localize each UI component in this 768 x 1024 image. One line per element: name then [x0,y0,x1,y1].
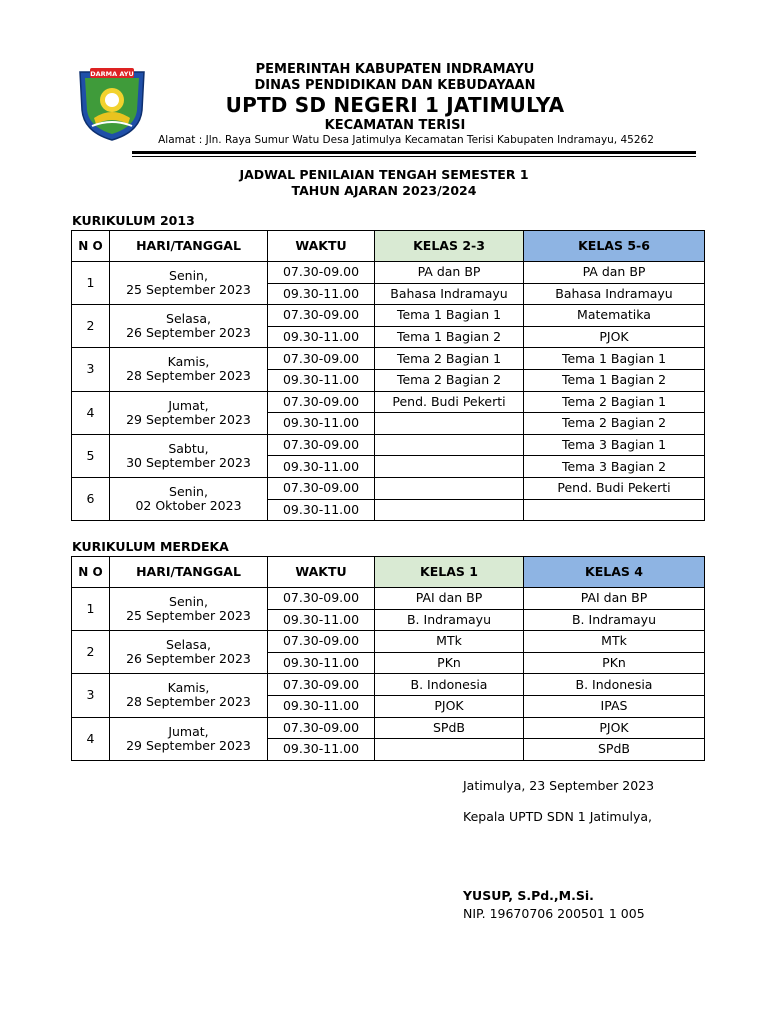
school-address: Alamat : Jln. Raya Sumur Watu Desa Jatimulya Kecamatan Terisi Kabupaten Indramayu, 45262 [158,134,654,146]
time-slot: 09.30-11.00 [268,695,375,717]
k13-section-label: KURIKULUM 2013 [72,213,195,228]
subject-class-b: B. Indramayu [524,609,705,631]
time-slot: 09.30-11.00 [268,609,375,631]
k13-schedule-table [71,230,705,521]
table-row [72,717,705,739]
subject-class-a: PKn [375,652,524,674]
exam-date: 28 September 2023 [126,368,251,384]
column-header-class-a: KELAS 1 [375,557,524,588]
subject-class-b: PJOK [524,326,705,348]
time-slot: 09.30-11.00 [268,739,375,761]
day-number: 3 [72,348,110,391]
time-slot: 07.30-09.00 [268,717,375,739]
table-row [72,305,705,327]
day-number: 3 [72,674,110,717]
day-name: Jumat, [168,397,209,413]
time-slot: 09.30-11.00 [268,413,375,435]
column-header-class-b: KELAS 5-6 [524,231,705,262]
time-slot: 07.30-09.00 [268,348,375,370]
exam-date: 26 September 2023 [126,651,251,667]
signature-place-date: Jatimulya, 23 September 2023 [463,778,655,793]
day-date-cell [110,348,268,391]
exam-date: 26 September 2023 [126,325,251,341]
subject-class-b: Bahasa Indramayu [524,283,705,305]
subject-class-b: PJOK [524,717,705,739]
signatory-name: YUSUP, S.Pd.,M.Si. [463,888,594,903]
column-header-class-b: KELAS 4 [524,557,705,588]
day-number: 5 [72,434,110,477]
subject-class-b: Tema 2 Bagian 1 [524,391,705,413]
column-header-no: N O [72,557,110,588]
day-date-cell [110,434,268,477]
subject-class-b: Tema 2 Bagian 2 [524,413,705,435]
merdeka-schedule-table [71,556,705,761]
header-rule-thin [132,156,696,157]
column-header-time: WAKTU [268,557,375,588]
subject-class-b: B. Indonesia [524,674,705,696]
subject-class-b: Matematika [524,305,705,327]
subject-class-b: Tema 3 Bagian 1 [524,434,705,456]
subject-class-b: PAI dan BP [524,588,705,610]
government-heading: PEMERINTAH KABUPATEN INDRAMAYU [255,62,535,77]
table-header-row [72,557,705,588]
day-date-cell [110,588,268,631]
day-name: Kamis, [167,354,210,370]
table-row [72,262,705,284]
time-slot: 07.30-09.00 [268,631,375,653]
table-row [72,348,705,370]
subject-class-a: MTk [375,631,524,653]
exam-date: 30 September 2023 [126,454,251,470]
subject-class-a: Tema 1 Bagian 1 [375,305,524,327]
day-date-cell [110,262,268,305]
day-date-cell [110,391,268,434]
academic-year: TAHUN AJARAN 2023/2024 [291,183,477,198]
day-number: 2 [72,305,110,348]
exam-date: 29 September 2023 [126,737,251,753]
day-name: Senin, [169,484,208,500]
subject-class-a [375,456,524,478]
table-row [72,434,705,456]
time-slot: 07.30-09.00 [268,434,375,456]
column-header-class-a: KELAS 2-3 [375,231,524,262]
subject-class-b: Tema 1 Bagian 1 [524,348,705,370]
subject-class-a: B. Indonesia [375,674,524,696]
day-name: Selasa, [166,311,211,327]
exam-date: 25 September 2023 [126,282,251,298]
time-slot: 09.30-11.00 [268,499,375,521]
day-number: 2 [72,631,110,674]
subject-class-a [375,477,524,499]
subject-class-b: MTk [524,631,705,653]
time-slot: 09.30-11.00 [268,369,375,391]
subject-class-b [524,499,705,521]
table-row [72,391,705,413]
subject-class-b: Pend. Budi Pekerti [524,477,705,499]
exam-date: 28 September 2023 [126,694,251,710]
signatory-position: Kepala UPTD SDN 1 Jatimulya, [463,809,653,824]
table-row [72,674,705,696]
subject-class-a: Tema 2 Bagian 2 [375,369,524,391]
header-rule-thick [132,151,696,154]
table-header-row [72,231,705,262]
district-heading: KECAMATAN TERISI [324,118,466,133]
table-row [72,588,705,610]
time-slot: 07.30-09.00 [268,674,375,696]
exam-date: 25 September 2023 [126,608,251,624]
time-slot: 09.30-11.00 [268,456,375,478]
time-slot: 09.30-11.00 [268,652,375,674]
exam-date: 29 September 2023 [126,411,251,427]
subject-class-a [375,499,524,521]
day-number: 6 [72,477,110,520]
day-date-cell [110,477,268,520]
subject-class-a: B. Indramayu [375,609,524,631]
department-heading: DINAS PENDIDIKAN DAN KEBUDAYAAN [254,78,536,93]
day-name: Kamis, [167,680,210,696]
day-number: 4 [72,717,110,760]
school-name: UPTD SD NEGERI 1 JATIMULYA [225,93,565,117]
day-date-cell [110,717,268,760]
subject-class-a: Pend. Budi Pekerti [375,391,524,413]
time-slot: 09.30-11.00 [268,326,375,348]
logo-text: DARMA AYU [90,70,134,78]
merdeka-section-label: KURIKULUM MERDEKA [72,539,229,554]
subject-class-a [375,434,524,456]
subject-class-a: SPdB [375,717,524,739]
subject-class-b: PA dan BP [524,262,705,284]
day-date-cell [110,674,268,717]
day-name: Selasa, [166,637,211,653]
subject-class-a: Bahasa Indramayu [375,283,524,305]
subject-class-a [375,739,524,761]
time-slot: 07.30-09.00 [268,305,375,327]
time-slot: 07.30-09.00 [268,262,375,284]
day-name: Senin, [169,594,208,610]
day-number: 4 [72,391,110,434]
subject-class-a [375,413,524,435]
day-number: 1 [72,588,110,631]
day-name: Sabtu, [168,440,209,456]
time-slot: 09.30-11.00 [268,283,375,305]
subject-class-a: Tema 1 Bagian 2 [375,326,524,348]
exam-date: 02 Oktober 2023 [135,498,242,514]
subject-class-a: PA dan BP [375,262,524,284]
table-row [72,477,705,499]
time-slot: 07.30-09.00 [268,391,375,413]
subject-class-b: PKn [524,652,705,674]
document-title: JADWAL PENILAIAN TENGAH SEMESTER 1 [239,167,529,182]
subject-class-b: SPdB [524,739,705,761]
day-date-cell [110,305,268,348]
time-slot: 07.30-09.00 [268,477,375,499]
subject-class-a: PAI dan BP [375,588,524,610]
column-header-day: HARI/TANGGAL [110,557,268,588]
day-number: 1 [72,262,110,305]
day-name: Jumat, [168,723,209,739]
subject-class-b: Tema 3 Bagian 2 [524,456,705,478]
subject-class-a: PJOK [375,695,524,717]
day-date-cell [110,631,268,674]
signatory-nip: NIP. 19670706 200501 1 005 [463,906,645,921]
column-header-no: N O [72,231,110,262]
table-row [72,631,705,653]
time-slot: 07.30-09.00 [268,588,375,610]
day-name: Senin, [169,268,208,284]
subject-class-a: Tema 2 Bagian 1 [375,348,524,370]
column-header-day: HARI/TANGGAL [110,231,268,262]
column-header-time: WAKTU [268,231,375,262]
subject-class-b: IPAS [524,695,705,717]
regency-logo-icon [76,66,148,142]
subject-class-b: Tema 1 Bagian 2 [524,369,705,391]
